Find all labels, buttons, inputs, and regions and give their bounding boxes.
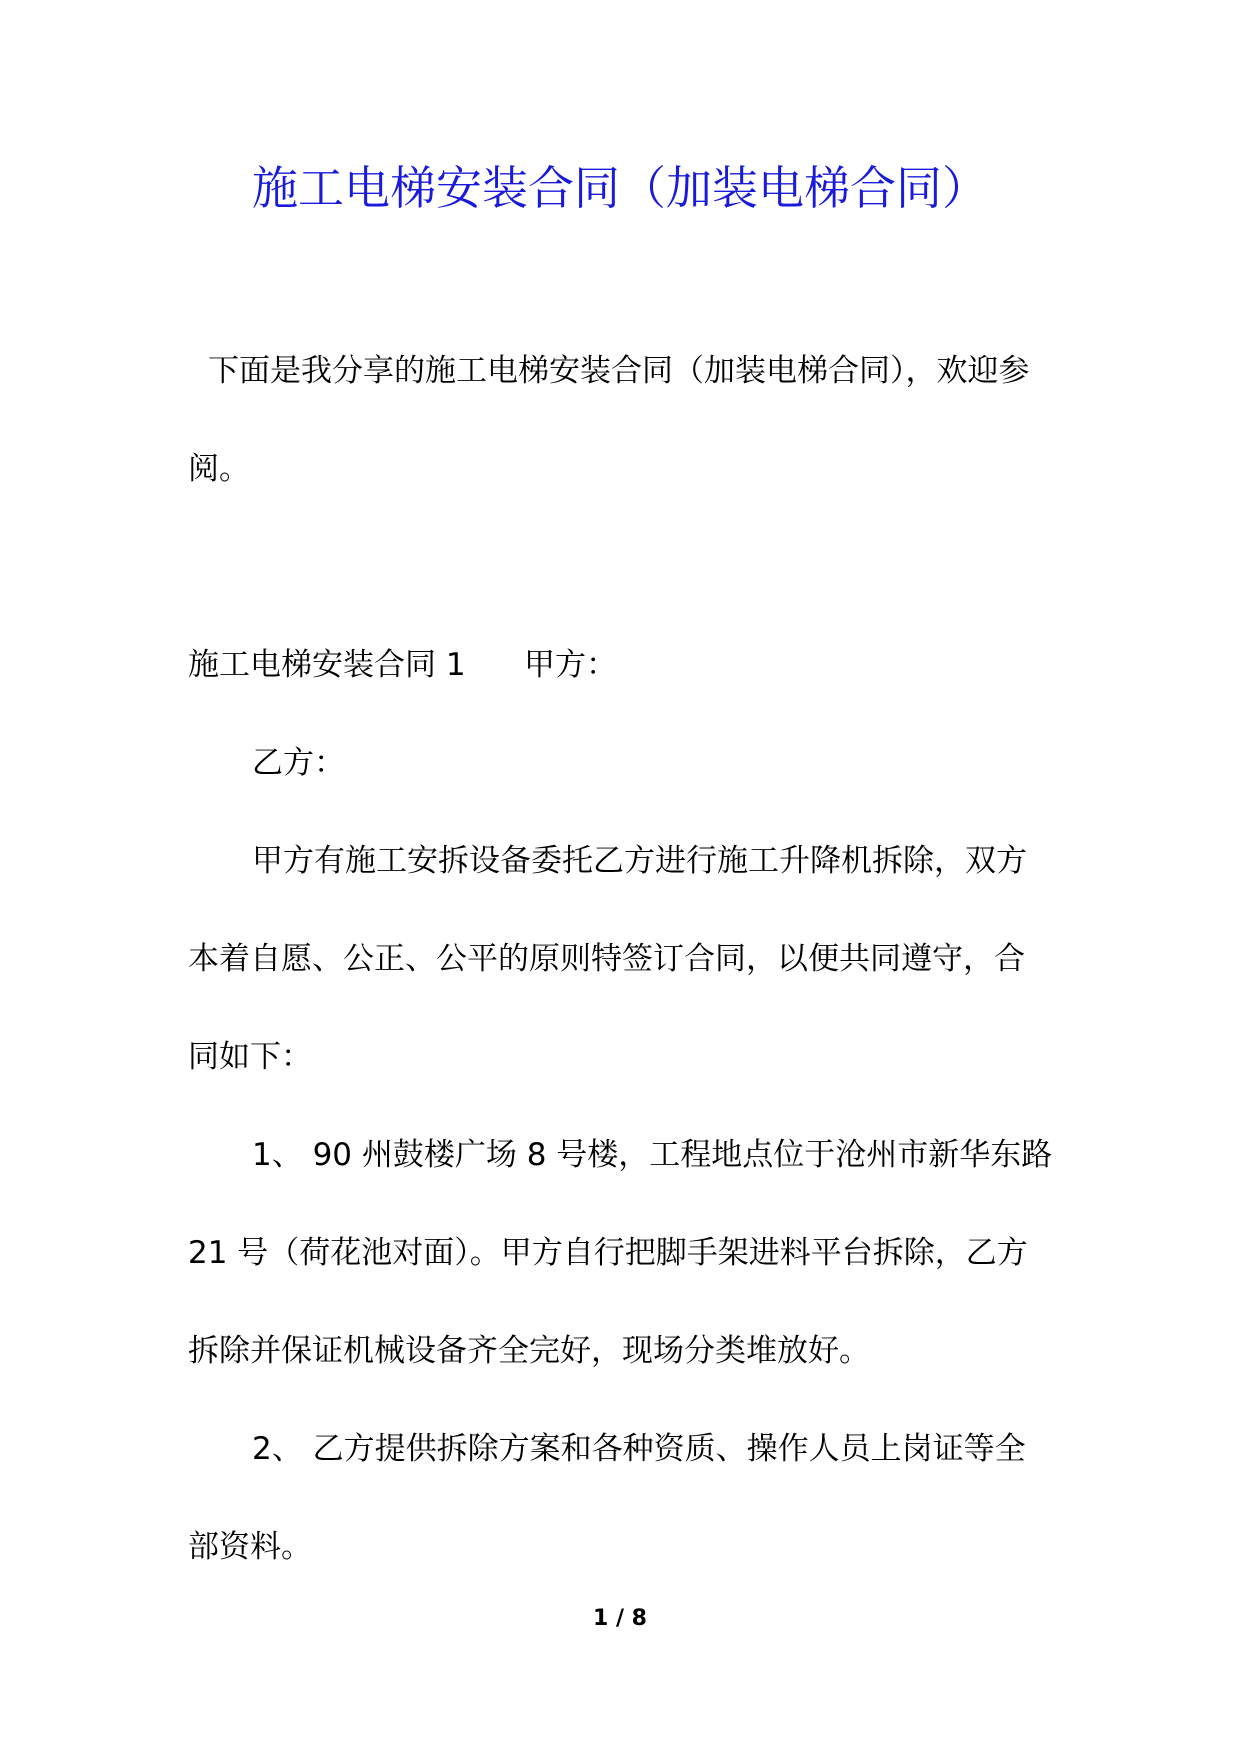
paragraph-line: 1、 90 州鼓楼广场 8 号楼，工程地点位于沧州市新华东路 (252, 1137, 1053, 1173)
party-a-label: 甲方： (524, 647, 617, 683)
intro-line: 阅。 (188, 451, 250, 487)
paragraph-line: 拆除并保证机械设备齐全完好，现场分类堆放好。 (188, 1333, 870, 1369)
contract-heading-label: 施工电梯安装合同 1 (188, 647, 466, 683)
intro-line: 下面是我分享的施工电梯安装合同（加装电梯合同），欢迎参 (208, 353, 1030, 389)
page-number: 1 / 8 (593, 1606, 647, 1631)
paragraph-line: 部资料。 (188, 1529, 312, 1565)
intro-paragraph (188, 322, 1060, 518)
page-title: 施工电梯安装合同（加装电梯合同） (252, 161, 988, 215)
paragraph-line: 同如下： (188, 1039, 312, 1075)
contract-heading (188, 616, 1060, 714)
party-b-label: 乙方： (252, 745, 345, 781)
paragraph-line: 21 号（荷花池对面）。甲方自行把脚手架进料平台拆除，乙方 (188, 1235, 1028, 1271)
paragraph-line: 2、 乙方提供拆除方案和各种资质、操作人员上岗证等全 (252, 1431, 1026, 1467)
contract-body (188, 714, 1060, 1596)
paragraph-line: 甲方有施工安拆设备委托乙方进行施工升降机拆除，双方 (252, 843, 1027, 879)
paragraph-line: 本着自愿、公正、公平的原则特签订合同，以便共同遵守，合 (188, 941, 1025, 977)
